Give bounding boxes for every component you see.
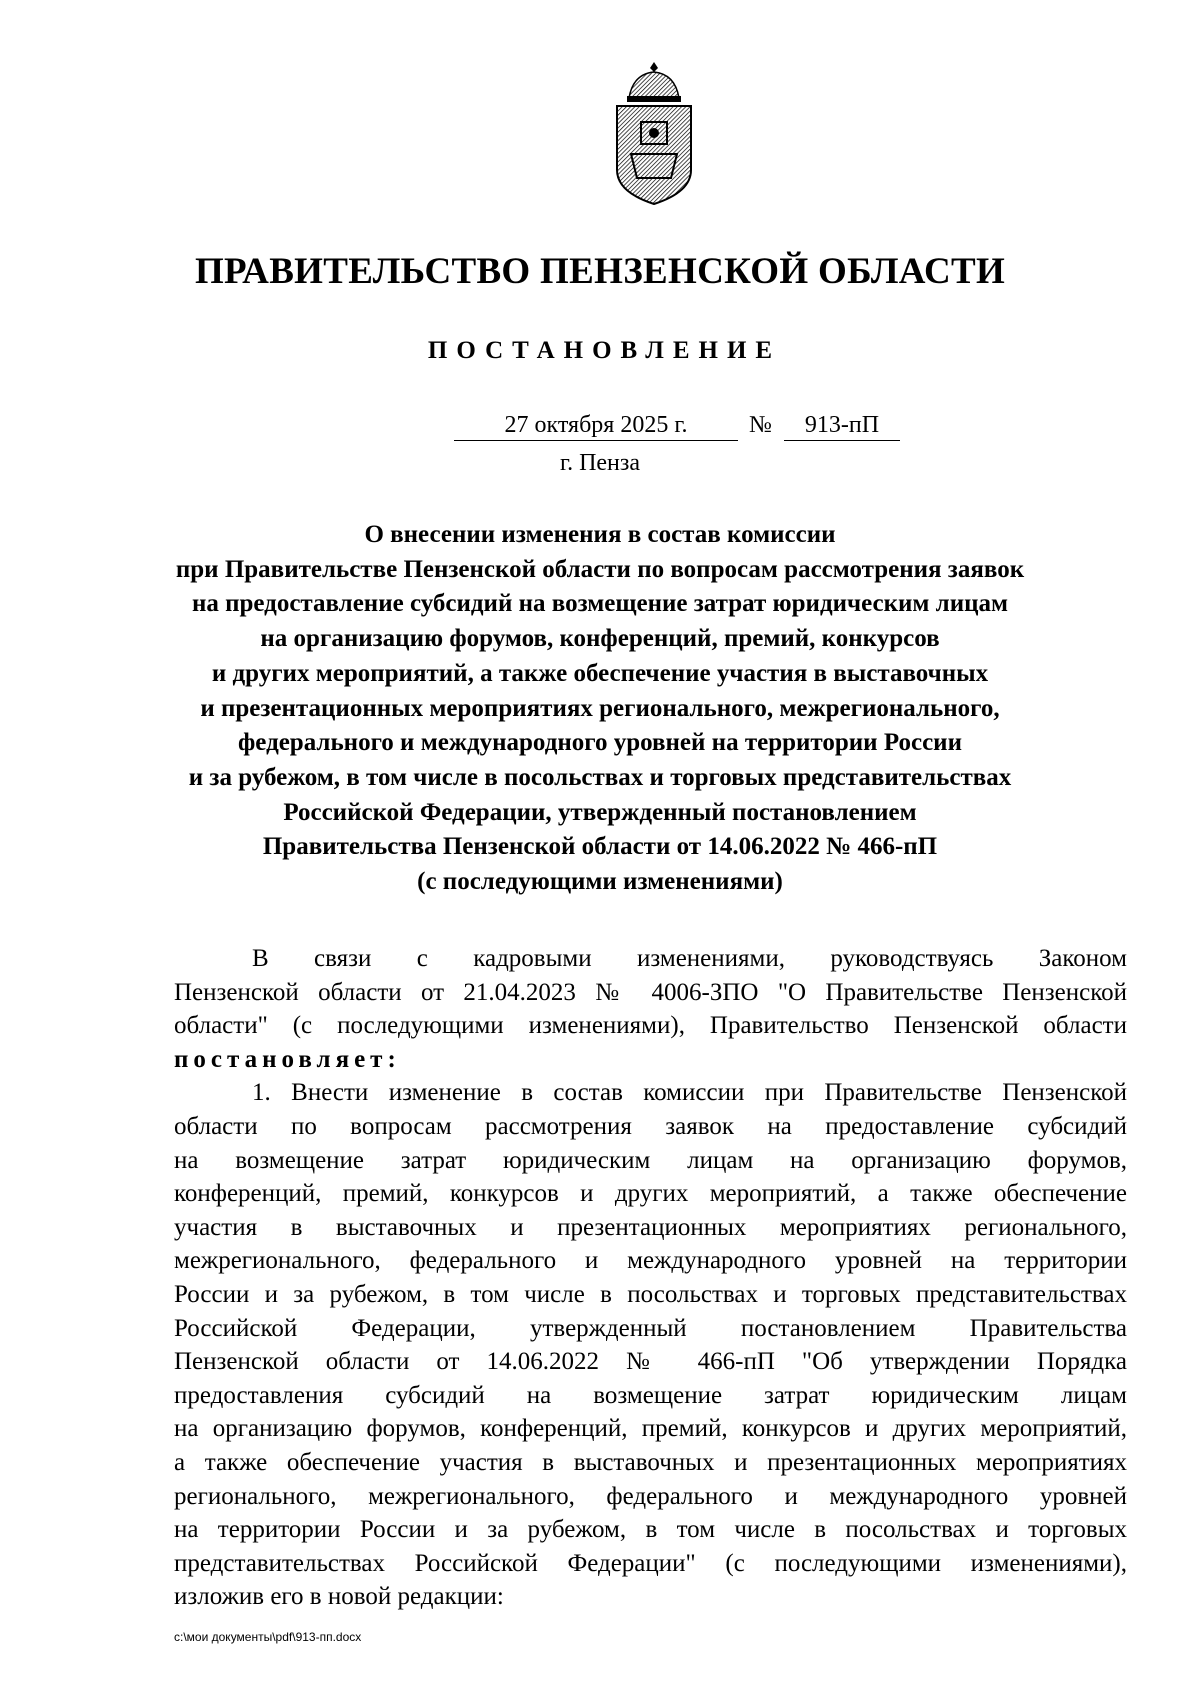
coat-of-arms-icon bbox=[611, 58, 697, 208]
body-line: на территории России и за рубежом, в том числе в посольствах и торговых bbox=[174, 1516, 1127, 1544]
title-line: федерального и международного уровней на территории России bbox=[238, 729, 962, 757]
body-line: участия в выставочных и презентационных мероприятиях регионального, bbox=[174, 1213, 1127, 1241]
body-line: предоставления субсидий на возмещение затрат юридическим лицам bbox=[174, 1381, 1127, 1409]
title-line: и за рубежом, в том числе в посольствах и торговых представительствах bbox=[188, 763, 1012, 791]
title-line: Российской Федерации, утвержденный постановлением bbox=[283, 798, 917, 826]
body-line: конференций, премий, конкурсов и других мероприятий, а также обеспечение bbox=[174, 1180, 1127, 1208]
body-line: регионального, межрегионального, федерального и международного уровней bbox=[174, 1482, 1127, 1510]
government-title: ПРАВИТЕЛЬСТВО ПЕНЗЕНСКОЙ ОБЛАСТИ bbox=[194, 251, 1006, 292]
body-line: на возмещение затрат юридическим лицам на организацию форумов, bbox=[174, 1146, 1127, 1174]
number-sign: № bbox=[749, 412, 772, 438]
title-line: при Правительстве Пензенской области по вопросам рассмотрения заявок bbox=[175, 555, 1025, 583]
body-line: изложив его в новой редакции: bbox=[174, 1583, 504, 1611]
date-number-row bbox=[0, 410, 1200, 442]
body-line: Пензенской области от 14.06.2022 № 466-пП "Об утверждении Порядка bbox=[174, 1348, 1127, 1376]
body-line: Пензенской области от 21.04.2023 № 4006-ЗПО "О Правительстве Пензенской bbox=[174, 978, 1127, 1006]
body-line: области" (с последующими изменениями), Правительство Пензенской области bbox=[174, 1012, 1127, 1040]
decree-date: 27 октября 2025 г. bbox=[454, 410, 738, 441]
title-line: О внесении изменения в состав комиссии bbox=[364, 521, 836, 548]
body-line: представительствах Российской Федерации" (с последующими изменениями), bbox=[174, 1549, 1127, 1577]
document-type: ПОСТАНОВЛЕНИЕ bbox=[427, 337, 782, 364]
resolves-word: постановляет: bbox=[174, 1045, 401, 1073]
file-path-footer: c:\мои документы\pdf\913-пп.docx bbox=[174, 1630, 362, 1644]
title-line: и презентационных мероприятиях регионального, межрегионального, bbox=[200, 694, 1000, 722]
body-line: на организацию форумов, конференций, премий, конкурсов и других мероприятий, bbox=[174, 1415, 1127, 1443]
title-line: и других мероприятий, а также обеспечение участия в выставочных bbox=[211, 659, 989, 687]
body-line: В связи с кадровыми изменениями, руководствуясь Законом bbox=[252, 945, 1127, 972]
city: г. Пенза bbox=[559, 450, 641, 476]
body-line: межрегионального, федерального и международного уровней на территории bbox=[174, 1247, 1127, 1275]
document-title bbox=[0, 518, 1200, 900]
title-line: Правительства Пензенской области от 14.06.2022 № 466-пП bbox=[262, 833, 938, 861]
body-line: Российской Федерации, утвержденный постановлением Правительства bbox=[174, 1314, 1127, 1342]
body-text bbox=[174, 942, 1127, 1614]
body-line: России и за рубежом, в том числе в посольствах и торговых представительствах bbox=[174, 1280, 1127, 1308]
title-line: на предоставление субсидий на возмещение затрат юридическим лицам bbox=[191, 590, 1009, 618]
title-line: на организацию форумов, конференций, премий, конкурсов bbox=[260, 625, 940, 653]
decree-number: 913-пП bbox=[784, 410, 900, 441]
body-line: 1. Внести изменение в состав комиссии при Правительстве Пензенской bbox=[252, 1079, 1127, 1107]
body-line: области по вопросам рассмотрения заявок на предоставление субсидий bbox=[174, 1112, 1127, 1140]
body-line: а также обеспечение участия в выставочных и презентационных мероприятиях bbox=[174, 1448, 1127, 1476]
title-line: (с последующими изменениями) bbox=[417, 868, 783, 896]
